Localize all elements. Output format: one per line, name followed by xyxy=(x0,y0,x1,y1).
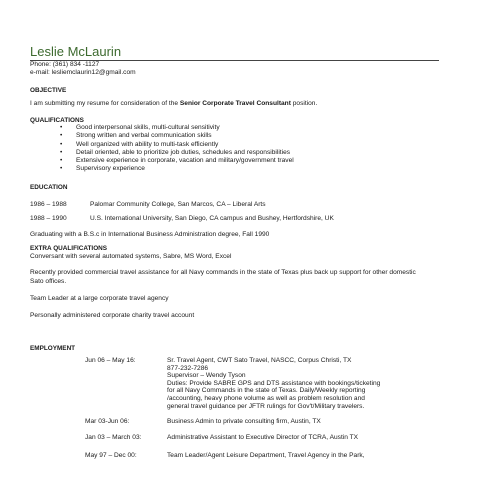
candidate-name: Leslie McLaurin xyxy=(30,44,122,59)
objective-text-end: position. xyxy=(290,100,318,107)
email-line: e-mail: lesliemclaurin12@gmail.com xyxy=(30,69,136,76)
education-years: 1986 – 1988 xyxy=(30,201,67,208)
employment-line: 877-232-7286 xyxy=(167,364,209,372)
education-heading: EDUCATION xyxy=(30,184,68,191)
graduation-line: Graduating with a B.S.c in International Business Administration degree, Fall 1990 xyxy=(30,231,270,238)
objective-text xyxy=(30,99,439,108)
employment-date: Mar 03-Jun 06: xyxy=(85,418,130,425)
extra-line: Personally administered corporate charity travel account xyxy=(30,312,195,319)
qualifications-list xyxy=(60,124,294,174)
phone-line: Phone: (361) 834 -1127 xyxy=(30,61,100,68)
qualifications-heading: QUALIFICATIONS xyxy=(30,117,84,124)
extra-line: Recently provided commercial travel assistance for all Navy commands in the state of Texas plus back up support for other domestic Sato offices. xyxy=(30,269,416,285)
education-entry xyxy=(30,214,334,223)
employment-description xyxy=(167,357,417,410)
extra-line: Conversant with several automated systems, Sabre, MS Word, Excel xyxy=(30,253,232,260)
employment-line: Sr. Travel Agent, CWT Sato Travel, NASCC, Corpus Christi, TX xyxy=(167,357,352,364)
list-item: • Strong written and verbal communication skills xyxy=(60,132,294,140)
objective-position: Senior Corporate Travel Consultant xyxy=(179,100,291,107)
employment-line: /accounting, heavy phone volume as well as problem resolution and xyxy=(167,394,365,402)
employment-line: for all Navy Commands in the state of Texas. Daily/Weekly reporting xyxy=(167,387,366,395)
employment-description xyxy=(167,452,417,460)
employment-line: general travel guidance per JFTR rulings for Gov't/Military travelers. xyxy=(167,402,365,410)
employment-description xyxy=(167,434,417,442)
objective-text-start: I am submitting my resume for consideration of the xyxy=(30,100,180,107)
education-detail: U.S. International University, San Diego, CA campus and Bushey, Hertfordshire, UK xyxy=(90,215,334,222)
employment-date: Jun 06 – May 16: xyxy=(85,357,136,364)
employment-line: Team Leader/Agent Leisure Department, Travel Agency in the Park, xyxy=(167,452,365,459)
contact-block xyxy=(30,61,136,77)
education-years: 1988 – 1990 xyxy=(30,215,67,222)
list-item: • Supervisory experience xyxy=(60,165,294,173)
education-detail: Palomar Community College, San Marcos, CA – Liberal Arts xyxy=(90,201,266,208)
employment-line: Supervisor – Wendy Tyson xyxy=(167,372,246,380)
list-item: • Extensive experience in corporate, vacation and military/government travel xyxy=(60,157,294,165)
employment-line: Duties: Provide SABRE GPS and DTS assistance with bookings/ticketing xyxy=(167,379,381,387)
list-item: • Well organized with ability to multi-task efficiently xyxy=(60,141,294,149)
list-item: • Detail oriented, able to prioritize job duties, schedules and responsibilities xyxy=(60,149,294,157)
employment-heading: EMPLOYMENT xyxy=(30,345,76,352)
employment-date: Jan 03 – March 03: xyxy=(85,434,142,441)
employment-date: May 97 – Dec 00: xyxy=(85,452,137,459)
employment-line: Business Admin to private consulting firm, Austin, TX xyxy=(167,418,321,425)
list-item: • Good interpersonal skills, multi-cultural sensitivity xyxy=(60,124,294,132)
employment-description xyxy=(167,418,417,426)
employment-line: Administrative Assistant to Executive Director of TCRA, Austin TX xyxy=(167,434,359,441)
extra-qualifications-heading: EXTRA QUALIFICATIONS xyxy=(30,245,108,252)
objective-heading: OBJECTIVE xyxy=(30,87,67,94)
extra-line: Team Leader at a large corporate travel agency xyxy=(30,295,169,302)
education-entry xyxy=(30,200,266,209)
